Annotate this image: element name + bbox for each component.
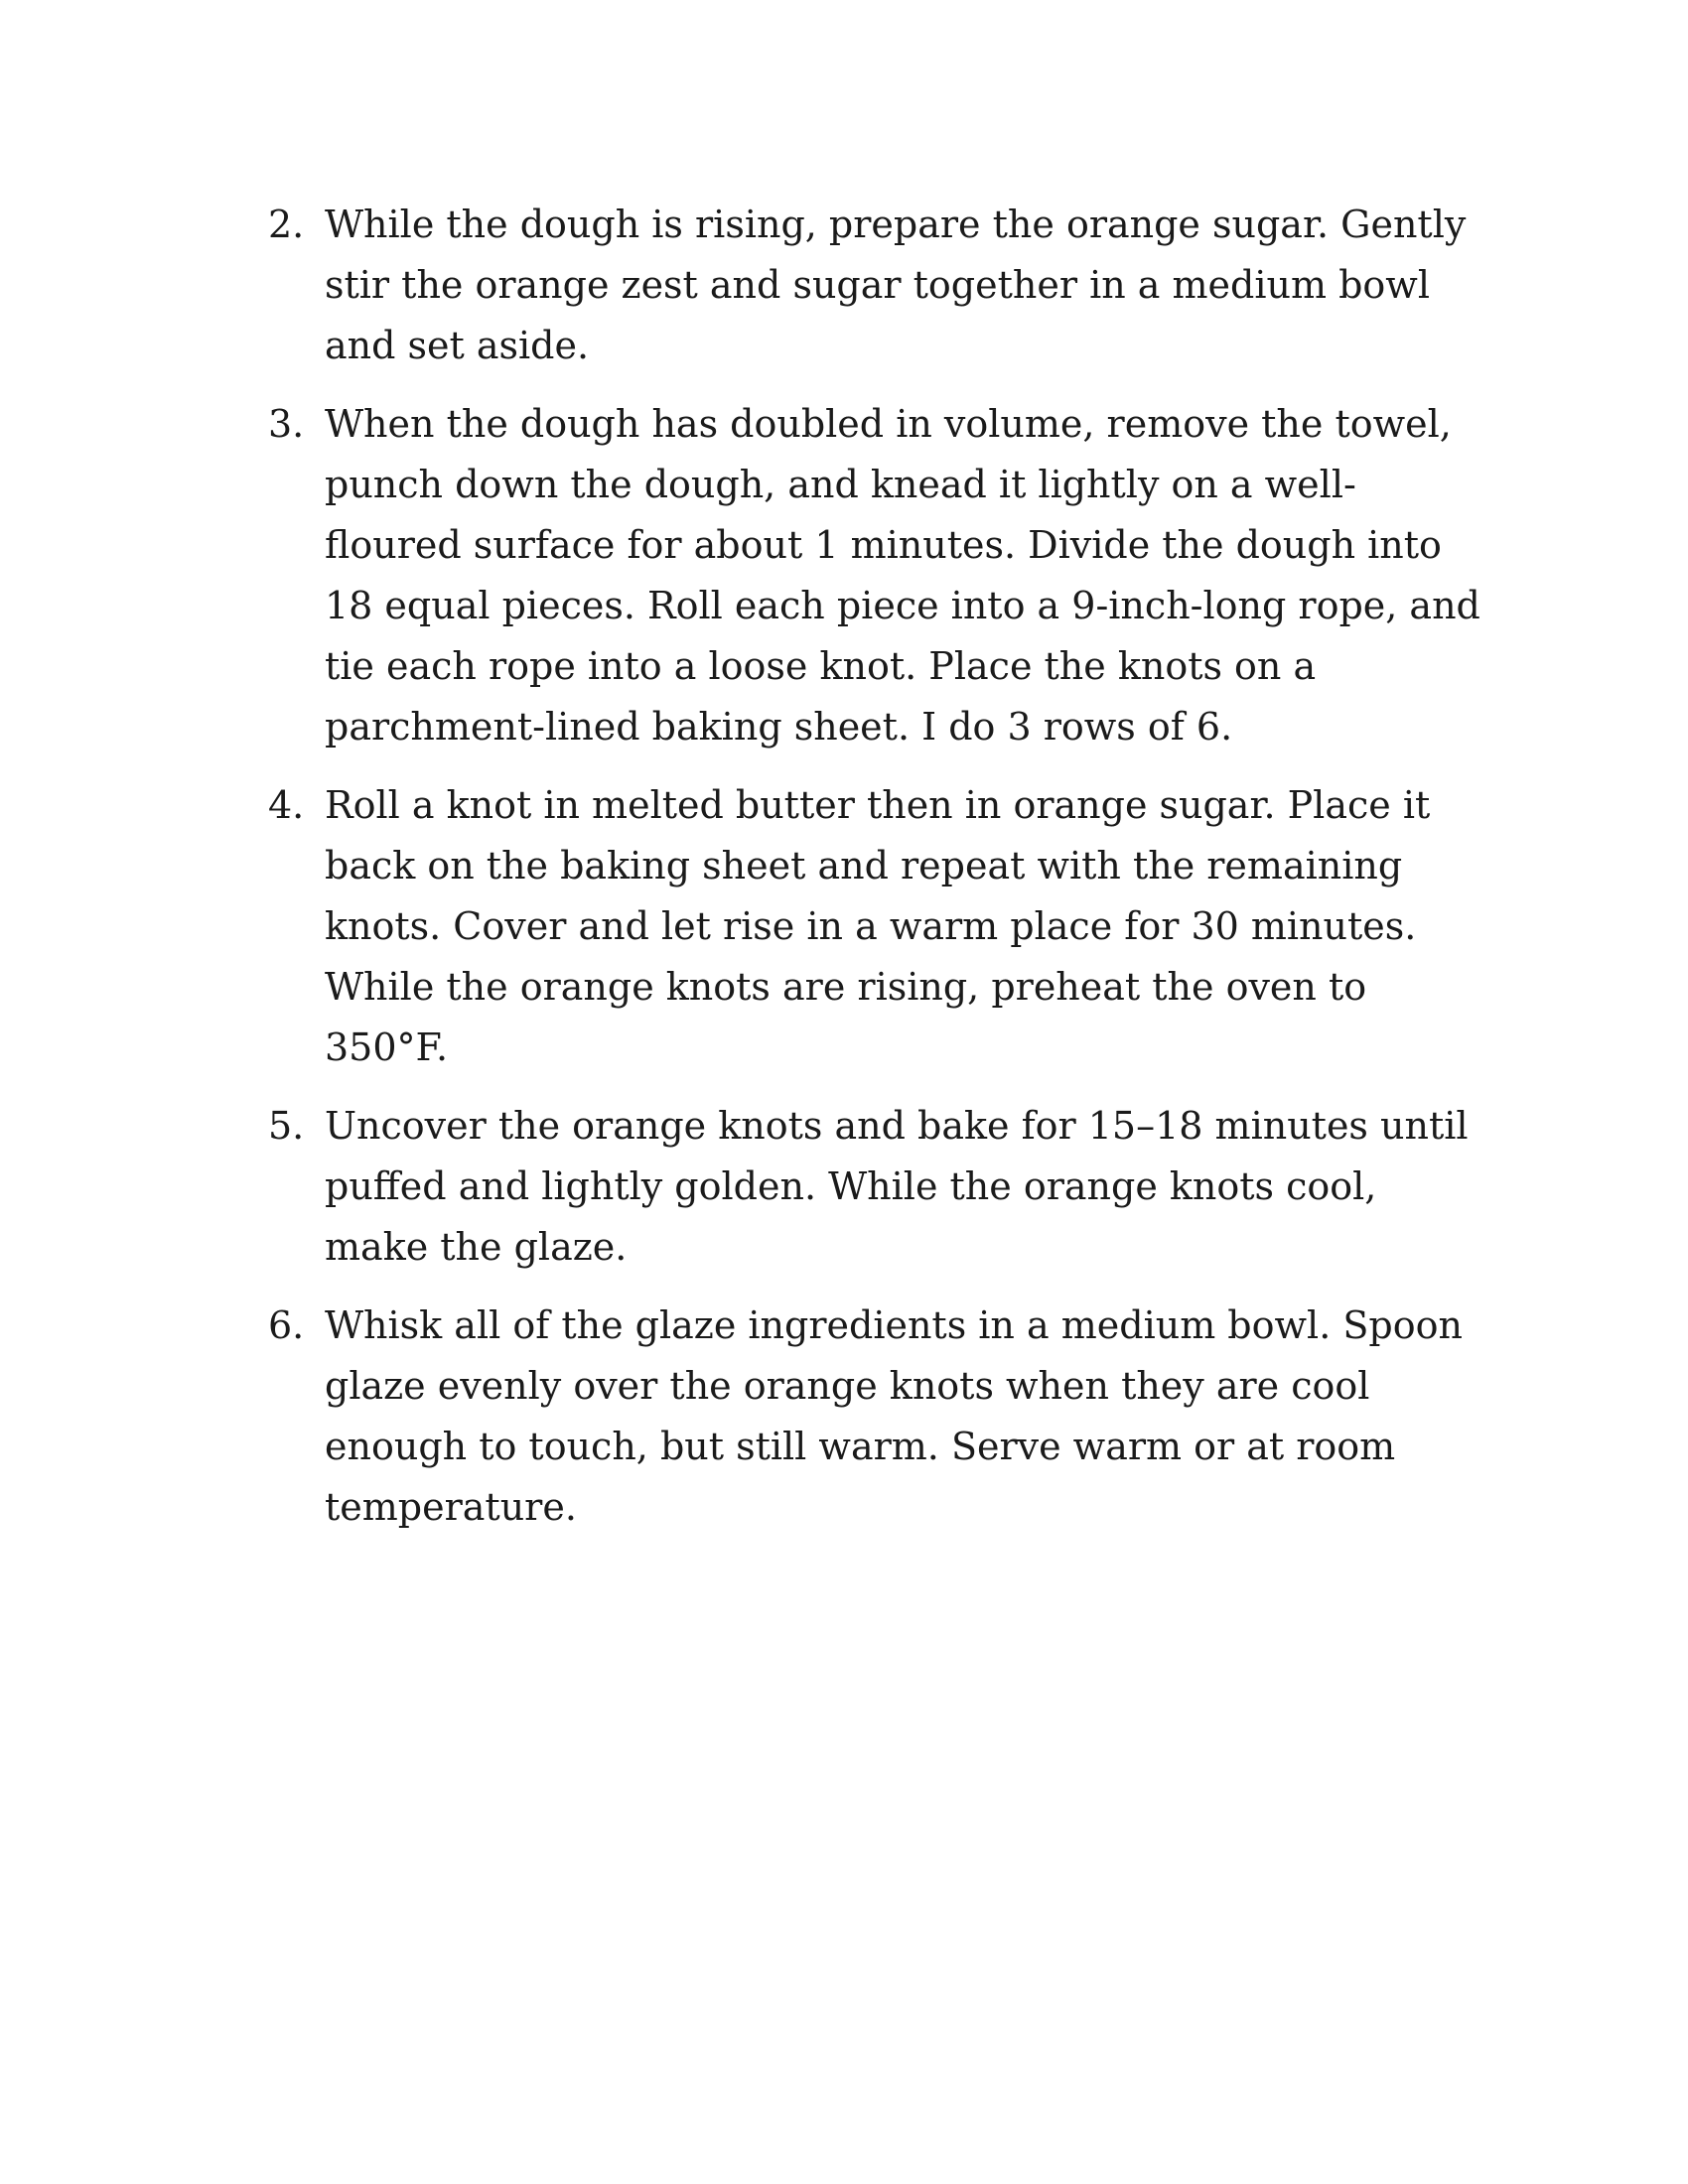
list-item [268, 195, 1489, 376]
list-item [268, 1096, 1489, 1278]
list-item [268, 775, 1489, 1078]
recipe-steps-list [268, 195, 1489, 1556]
step-text: Whisk all of the glaze ingredients in a medium bowl. Spoon glaze evenly over the orange knots when they are cool enough to touch, but still warm. Serve warm or at room temperature. [325, 1303, 1463, 1529]
step-text: While the dough is rising, prepare the orange sugar. Gently stir the orange zest and sugar together in a medium bowl and set aside. [325, 203, 1467, 367]
step-number: 3. [268, 402, 305, 446]
list-item [268, 1296, 1489, 1538]
step-number: 5. [268, 1104, 305, 1148]
list-item [268, 394, 1489, 757]
step-number: 6. [268, 1303, 305, 1347]
step-text: Uncover the orange knots and bake for 15–18 minutes until puffed and lightly golden. While the orange knots cool, make the glaze. [325, 1104, 1469, 1269]
step-text: Roll a knot in melted butter then in orange sugar. Place it back on the baking sheet and repeat with the remaining knots. Cover and let rise in a warm place for 30 minutes. While the orange knots are rising, preheat the oven to 350°F. [325, 783, 1431, 1069]
step-number: 4. [268, 783, 305, 827]
step-number: 2. [268, 203, 305, 246]
step-text: When the dough has doubled in volume, remove the towel, punch down the dough, and knead it lightly on a well-floured surface for about 1 minutes. Divide the dough into 18 equal pieces. Roll each piece into a 9-inch-long rope, and tie each rope into a loose knot. Place the knots on a parchment-lined baking sheet. I do 3 rows of 6. [325, 402, 1480, 749]
